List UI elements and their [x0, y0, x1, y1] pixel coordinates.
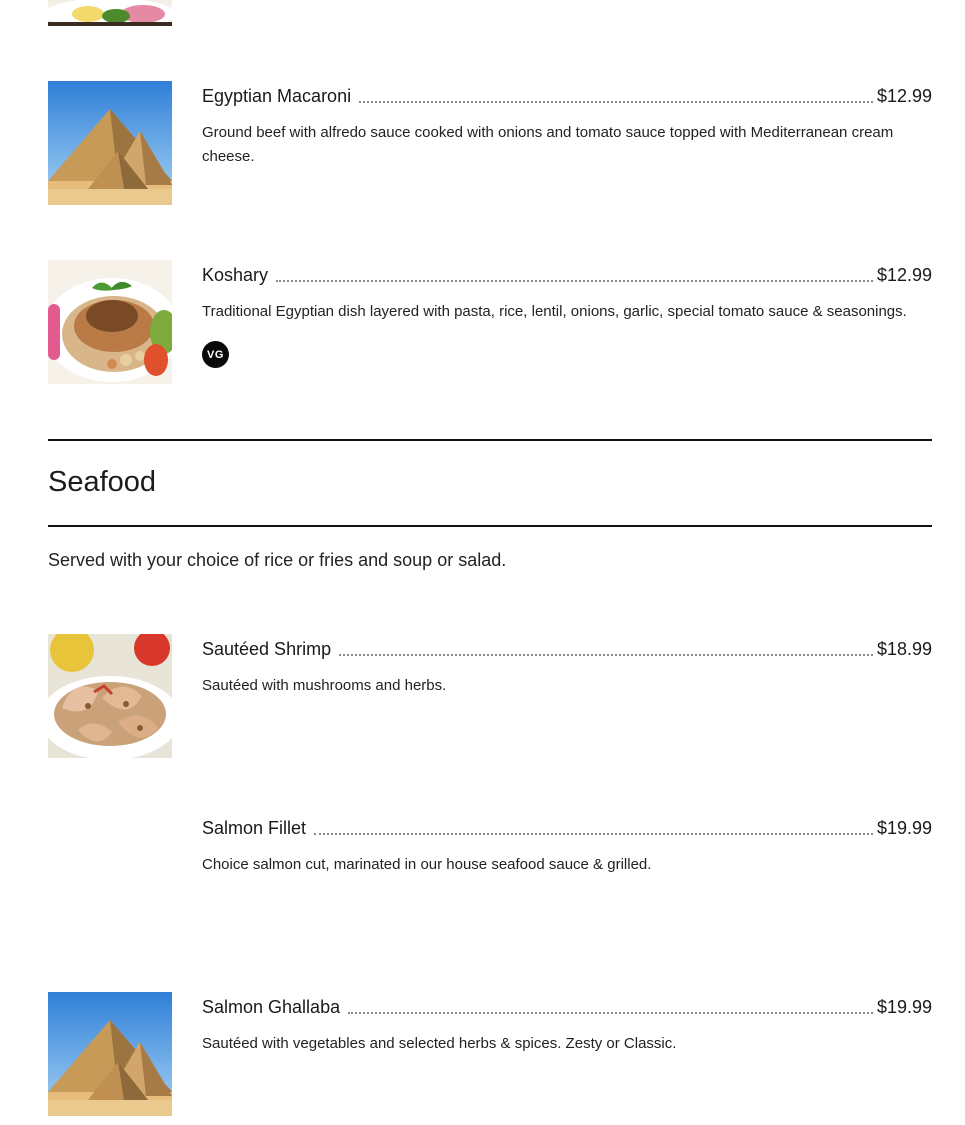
item-image: [48, 260, 172, 384]
previous-item-image: [48, 0, 172, 26]
item-price: $12.99: [876, 86, 932, 106]
item-image: [48, 992, 172, 1116]
leader-dots: [339, 653, 873, 656]
item-description: Sautéed with mushrooms and herbs.: [202, 677, 447, 694]
item-name: Koshary: [202, 265, 269, 285]
shrimp-photo-icon: [48, 634, 172, 758]
plate-photo-icon: [48, 0, 172, 26]
pyramids-photo-icon: [48, 992, 172, 1116]
item-price: $19.99: [876, 997, 932, 1017]
leader-dots: [314, 832, 873, 835]
koshary-photo-icon: [48, 260, 172, 384]
item-description: Traditional Egyptian dish layered with pasta, rice, lentil, onions, garlic, special tomato sauce & seasonings.: [202, 303, 907, 320]
item-price: $19.99: [876, 818, 932, 838]
item-name: Sautéed Shrimp: [202, 639, 332, 659]
item-price: $18.99: [876, 639, 932, 659]
section-divider-top: [48, 439, 932, 441]
item-header: [202, 81, 932, 107]
item-name: Salmon Ghallaba: [202, 997, 341, 1017]
leader-dots: [348, 1011, 873, 1014]
item-name: Egyptian Macaroni: [202, 86, 352, 106]
item-image: [48, 634, 172, 758]
item-header: [202, 992, 932, 1018]
item-name: Salmon Fillet: [202, 818, 307, 838]
section-description: Served with your choice of rice or fries and soup or salad.: [48, 550, 507, 570]
section-title: Seafood: [48, 466, 157, 498]
item-description: Ground beef with alfredo sauce cooked with onions and tomato sauce topped with Mediterranean cream cheese.: [202, 124, 894, 165]
item-header: [202, 813, 932, 839]
item-price: $12.99: [876, 265, 932, 285]
item-header: [202, 260, 932, 286]
pyramids-photo-icon: [48, 81, 172, 205]
item-image: [48, 81, 172, 205]
item-description: Choice salmon cut, marinated in our house seafood sauce & grilled.: [202, 856, 652, 873]
leader-dots: [359, 100, 873, 103]
item-header: [202, 634, 932, 660]
section-divider-bottom: [48, 525, 932, 527]
vegetarian-badge: VG: [202, 341, 229, 368]
item-description: Sautéed with vegetables and selected herbs & spices. Zesty or Classic.: [202, 1035, 677, 1052]
leader-dots: [276, 279, 873, 282]
